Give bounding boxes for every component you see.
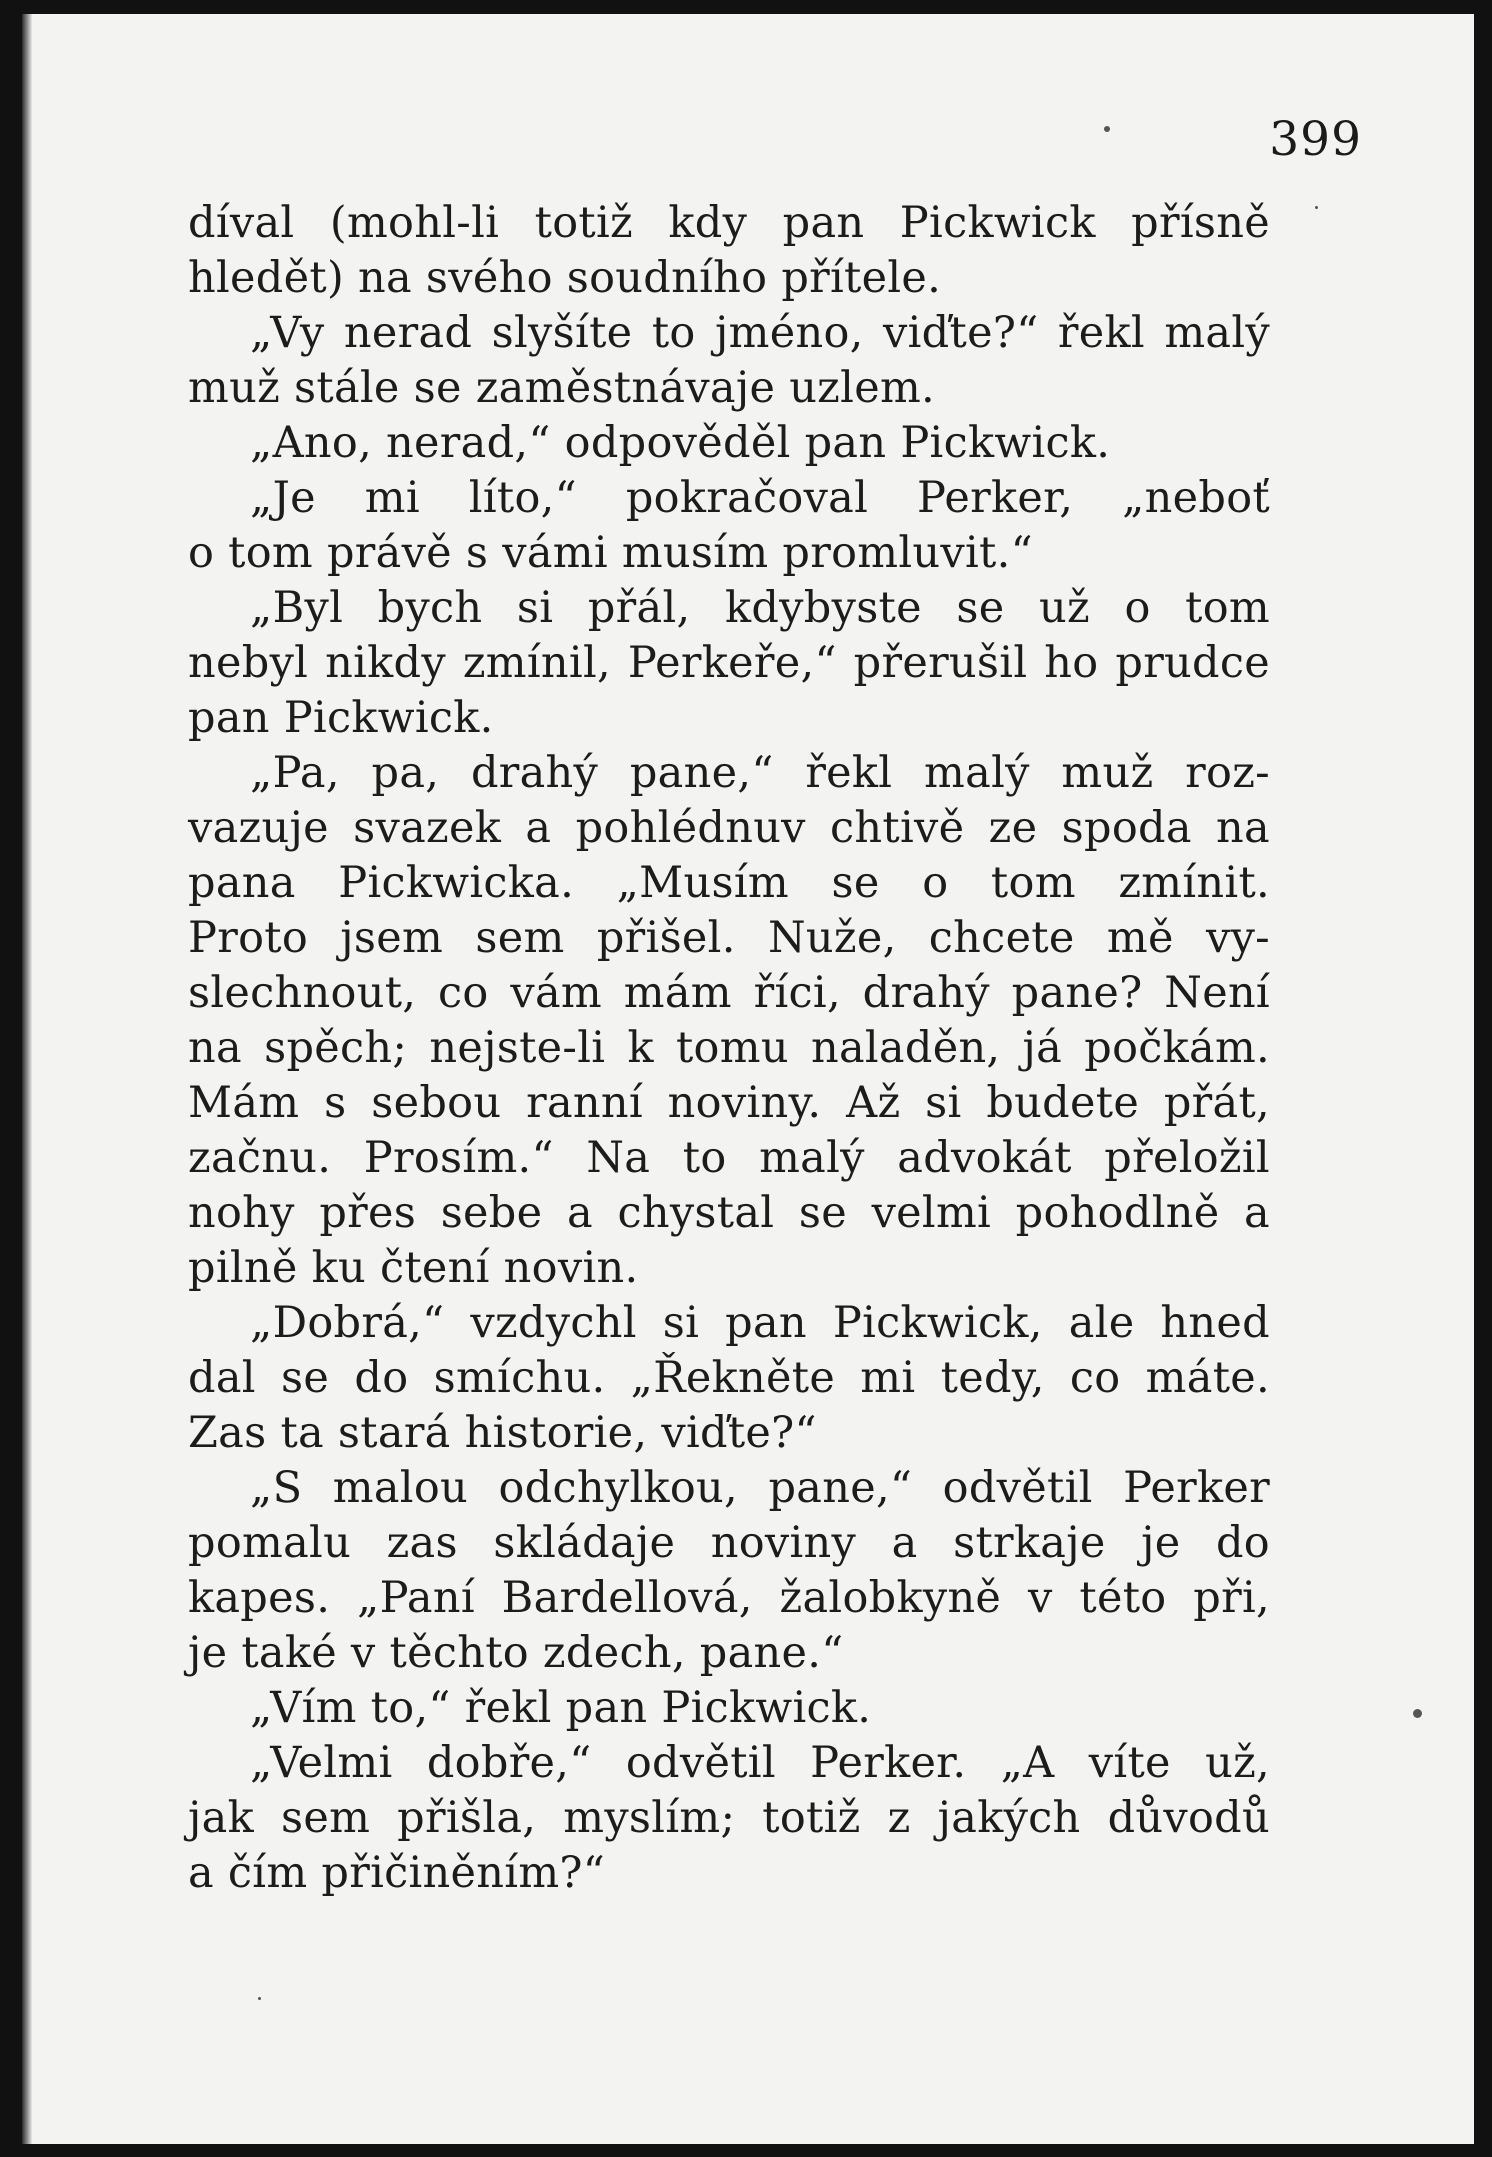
text-line: díval (mohl-li totiž kdy pan Pickwick přísně: [188, 198, 1270, 248]
text-line: slechnout, co vám mám říci, drahý pane? Není: [188, 968, 1270, 1018]
text-line: a čím přičiněním?“: [188, 1848, 606, 1898]
text-line: „Ano, nerad,“ odpověděl pan Pickwick.: [250, 418, 1111, 468]
page-spine-shadow: [22, 14, 32, 2144]
text-line: Mám s sebou ranní noviny. Až si budete přát,: [188, 1078, 1270, 1128]
text-line: „Je mi líto,“ pokračoval Perker, „neboť: [250, 473, 1270, 523]
text-line: „S malou odchylkou, pane,“ odvětil Perker: [250, 1463, 1270, 1513]
text-line: Zas ta stará historie, viďte?“: [188, 1408, 817, 1458]
text-line: hledět) na svého soudního přítele.: [188, 253, 942, 303]
text-line: „Vím to,“ řekl pan Pickwick.: [250, 1683, 872, 1733]
page-number: 399: [1269, 112, 1362, 167]
text-line: pan Pickwick.: [188, 693, 494, 743]
text-line: pilně ku čtení novin.: [188, 1243, 639, 1293]
text-line: muž stále se zaměstnávaje uzlem.: [188, 363, 935, 413]
text-line: „Pa, pa, drahý pane,“ řekl malý muž roz-: [250, 748, 1270, 798]
text-line: kapes. „Paní Bardellová, žalobkyně v této při,: [188, 1573, 1270, 1623]
text-line: nebyl nikdy zmínil, Perkeře,“ přerušil ho prudce: [188, 638, 1270, 688]
text-line: pomalu zas skládaje noviny a strkaje je do: [188, 1518, 1270, 1568]
text-line: vazuje svazek a pohlédnuv chtivě ze spoda na: [188, 803, 1270, 853]
text-line: na spěch; nejste-li k tomu naladěn, já počkám.: [188, 1023, 1270, 1073]
body-text: [188, 196, 1270, 1901]
text-line: je také v těchto zdech, pane.“: [188, 1628, 844, 1678]
text-line: Proto jsem sem přišel. Nuže, chcete mě vy-: [188, 913, 1270, 963]
text-line: jak sem přišla, myslím; totiž z jakých důvodů: [188, 1793, 1270, 1843]
text-line: „Velmi dobře,“ odvětil Perker. „A víte už,: [250, 1738, 1270, 1788]
text-line: „Byl bych si přál, kdybyste se už o tom: [250, 583, 1270, 633]
book-page: [22, 14, 1474, 2144]
text-line: pana Pickwicka. „Musím se o tom zmínit.: [188, 858, 1270, 908]
text-line: „Dobrá,“ vzdychl si pan Pickwick, ale hned: [250, 1298, 1270, 1348]
text-line: o tom právě s vámi musím promluvit.“: [188, 528, 1033, 578]
text-line: „Vy nerad slyšíte to jméno, viďte?“ řekl malý: [250, 308, 1270, 358]
text-line: dal se do smíchu. „Řekněte mi tedy, co máte.: [188, 1353, 1270, 1403]
text-line: začnu. Prosím.“ Na to malý advokát přeložil: [188, 1133, 1270, 1183]
text-line: nohy přes sebe a chystal se velmi pohodlně a: [188, 1188, 1270, 1238]
